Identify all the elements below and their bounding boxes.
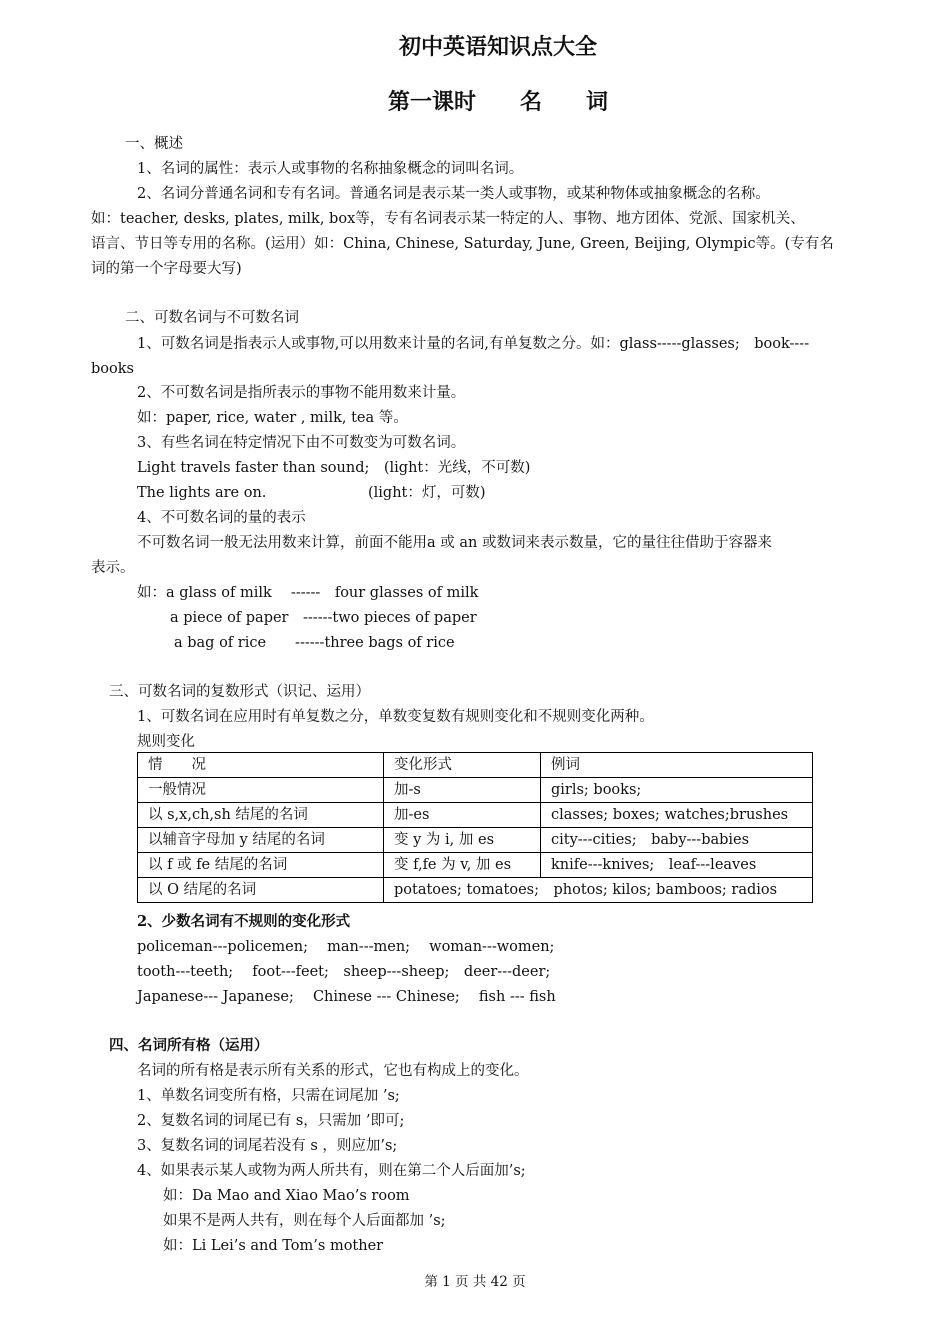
text-line: Light travels faster than sound; (light：光线，不可数): [137, 460, 531, 476]
text-line: 1、名词的属性：表示人或事物的名称抽象概念的词叫名词。: [137, 161, 524, 177]
text-line: 四、名词所有格（运用）: [109, 1037, 269, 1054]
table-cell: 变 f,fe 为 v, 加 es: [384, 853, 541, 878]
text-line: 4、不可数名词的量的表示: [137, 510, 306, 526]
text-line: 4、如果表示某人或物为两人所共有，则在第二个人后面加’s;: [137, 1163, 526, 1179]
table-row: [138, 878, 813, 903]
table-cell: 加-es: [384, 803, 541, 828]
table-cell: 变化形式: [384, 753, 541, 778]
text-line: 3、有些名词在特定情况下由不可数变为可数名词。: [137, 435, 466, 451]
document-title: 初中英语知识点大全: [398, 35, 597, 60]
table-cell: city---cities; baby---babies: [541, 828, 813, 853]
table-cell: 以 f 或 fe 结尾的名词: [138, 853, 384, 878]
table-row: [138, 803, 813, 828]
text-line: 如：teacher, desks, plates, milk, box等，专有名词表示某一特定的人、事物、地方团体、党派、国家机关、: [91, 211, 805, 227]
text-line: 3、复数名词的词尾若没有 s ，则应加’s;: [137, 1138, 398, 1154]
table-cell: 例词: [541, 753, 813, 778]
table-row: [138, 853, 813, 878]
text-line: 如：Da Mao and Xiao Mao’s room: [163, 1188, 410, 1204]
text-line: Japanese--- Japanese; Chinese --- Chinese; fish --- fish: [137, 989, 556, 1005]
table-header-row: [138, 753, 813, 778]
table-cell: 以辅音字母加 y 结尾的名词: [138, 828, 384, 853]
text-line: 不可数名词一般无法用数来计算，前面不能用a 或 an 或数词来表示数量，它的量往往借助于容器来: [137, 535, 772, 551]
text-line: books: [91, 361, 134, 377]
lesson-title: 第一课时 名 词: [387, 90, 608, 115]
text-line: 如：Li Lei’s and Tom’s mother: [163, 1238, 384, 1254]
table-cell: 以 O 结尾的名词: [138, 878, 384, 903]
text-line: 1、可数名词是指表示人或事物,可以用数来计量的名词,有单复数之分。如：glass-----glasses; book----: [137, 336, 810, 352]
text-line: a bag of rice ------three bags of rice: [174, 635, 455, 651]
text-line: 如：a glass of milk ------ four glasses of milk: [137, 585, 479, 601]
table-cell: 以 s,x,ch,sh 结尾的名词: [138, 803, 384, 828]
plural-rules-table: [137, 752, 813, 903]
table-cell: 加-s: [384, 778, 541, 803]
text-line: (light：灯，可数): [368, 485, 486, 501]
text-line: 如果不是两人共有，则在每个人后面都加 ’s;: [163, 1213, 446, 1229]
text-line: 2、名词分普通名词和专有名词。普通名词是表示某一类人或事物，或某种物体或抽象概念的名称。: [137, 186, 770, 202]
text-line: 1、可数名词在应用时有单复数之分，单数变复数有规则变化和不规则变化两种。: [137, 709, 654, 725]
table-cell: knife---knives; leaf---leaves: [541, 853, 813, 878]
table-cell: girls; books;: [541, 778, 813, 803]
text-line: policeman---policemen; man---men; woman---women;: [137, 939, 555, 955]
text-line: 2、复数名词的词尾已有 s，只需加 ’即可;: [137, 1113, 405, 1129]
text-line: 表示。: [91, 560, 135, 576]
text-line: 二、可数名词与不可数名词: [125, 310, 299, 326]
table-cell: 一般情况: [138, 778, 384, 803]
table-cell: 情 况: [138, 753, 384, 778]
text-line: 2、少数名词有不规则的变化形式: [137, 913, 351, 930]
text-line: 词的第一个字母要大写): [91, 261, 242, 277]
table-row: [138, 778, 813, 803]
table-row: [138, 828, 813, 853]
text-line: The lights are on.: [137, 485, 267, 501]
text-line: 1、单数名词变所有格，只需在词尾加 ’s;: [137, 1088, 400, 1104]
table-cell: 变 y 为 i, 加 es: [384, 828, 541, 853]
text-line: 名词的所有格是表示所有关系的形式，它也有构成上的变化。: [137, 1063, 529, 1079]
text-line: 语言、节日等专用的名称。(运用）如：China, Chinese, Saturday, June, Green, Beijing, Olympic等。(专有名: [91, 236, 834, 252]
table-cell: potatoes; tomatoes; photos; kilos; bamboos; radios: [384, 878, 813, 903]
text-line: a piece of paper ------two pieces of paper: [170, 610, 477, 626]
text-line: tooth---teeth; foot---feet; sheep---sheep; deer---deer;: [137, 964, 551, 980]
table-cell: classes; boxes; watches;brushes: [541, 803, 813, 828]
text-line: 如：paper, rice, water , milk, tea 等。: [137, 410, 408, 426]
page-footer: 第 1 页 共 42 页: [424, 1274, 526, 1290]
text-line: 2、不可数名词是指所表示的事物不能用数来计量。: [137, 385, 466, 401]
text-line: 规则变化: [137, 734, 195, 750]
text-line: 三、可数名词的复数形式（识记、运用）: [109, 684, 370, 700]
text-line: 一、概述: [125, 136, 183, 152]
